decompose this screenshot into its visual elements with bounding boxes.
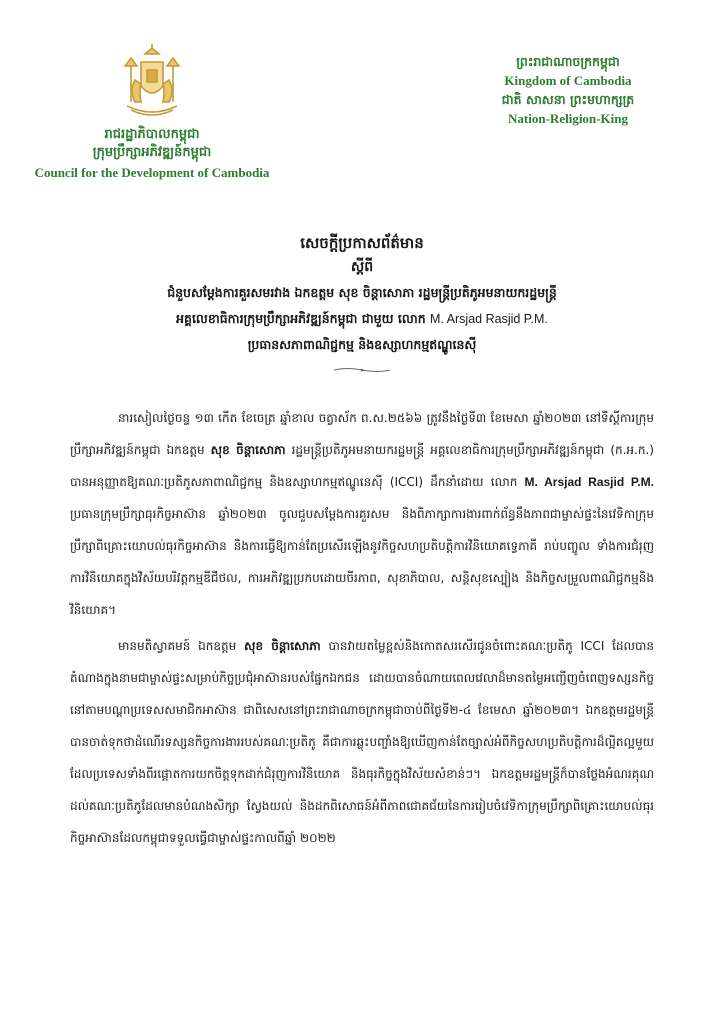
document-title: [60, 232, 664, 374]
government-name-km: រាជរដ្ឋាភិបាលកម្ពុជា: [104, 127, 200, 142]
p2-text-a: មានមតិស្វាគមន៍ ឯកឧត្តម: [118, 639, 237, 653]
kingdom-name-en: Kingdom of Cambodia: [504, 73, 632, 88]
p1-text-c: ប្រធានក្រុមប្រឹក្សាធុរកិច្ចអាស៊ាន ឆ្នាំ២០២៣ ចូលជួបសម្តែងការគួរសម និងពិភាក្សាការងារពាក់ព័ន្ធនឹងភាពជាម្ចាស់ផ្ទះនៃវេទិកាក្រុមប្រឹក្សាពិគ្រោះយោបល់ធុរកិច្ចអាស៊ាន និងការធ្វើឱ្យកាន់តែប្រសើរឡើងនូវកិច្ចសហប្រតិបត្តិការវិនិយោគទ្វេភាគី រាប់បញ្ចូល ទាំងការជំរុញការវិនិយោគក្នុងវិស័យបរិវត្តកម្មឌីជីថល, ការអភិវឌ្ឍប្រកបដោយចីរភាព, សុខាភិបាល, សន្តិសុខស្បៀង និងកិច្ចសម្រួលពាណិជ្ជកម្មនិងវិនិយោគ។: [70, 507, 654, 617]
title-subject-line-3: ប្រធានសភាពាណិជ្ជកម្ម និងឧស្សាហកម្មឥណ្ឌូនេស៊ី: [247, 337, 477, 352]
council-header: [22, 40, 282, 182]
p2-text-b: បានវាយតម្លៃខ្ពស់និងកោតសរសើរជូនចំពោះគណៈប្រតិភូ ICCI ដែលបានតំណាងក្នុងនាមជាម្ចាស់ផ្ទះសម្រាប់កិច្ចប្រជុំអាស៊ានរបស់ផ្នែកឯកជន ដោយបានចំណាយពេលវេលាដ៏មានតម្លៃអញ្ជើញចំពេញទស្សនកិច្ចនៅតាមបណ្តាប្រទេសសមាជិកអាស៊ាន ជាពិសេសនៅព្រះរាជាណាចក្រកម្ពុជាចាប់ពីថ្ងៃទី២-៤ ខែមេសា ឆ្នាំ២០២៣។ ឯកឧត្តមរដ្ឋមន្ត្រីបានចាត់ទុកថាដំណើរទស្សនកិច្ចការងាររបស់គណៈប្រតិភូ គឺជាការឆ្លុះបញ្ចាំងឱ្យឃើញកាន់តែច្បាស់អំពីកិច្ចសហប្រតិបត្តិការដ៏ល្អិតល្អមួយដែលប្រទេសទាំងពីរផ្តោតការយកចិត្តទុកដាក់ជំរុញការវិនិយោគ និងធុរកិច្ចក្នុងវិស័យសំខាន់ៗ។ ឯកឧត្តមរដ្ឋមន្ត្រីក៏បានថ្លែងអំណរគុណដល់គណៈប្រតិភូដែលមានបំណងសិក្សា ស្វែងយល់ និងដកពិសោធន៍អំពីភាពជោគជ័យនៃការរៀបចំវេទិកាក្រុមប្រឹក្សាពិគ្រោះយោបល់ធុរកិច្ចអាស៊ានដែលកម្ពុជាទទួលធ្វើជាម្ចាស់ផ្ទះកាលពីឆ្នាំ ២០២២: [70, 639, 655, 845]
p1-text-b: រដ្ឋមន្ត្រីប្រតិភូអមនាយករដ្ឋមន្ត្រី អគ្គលេខាធិការក្រុមប្រឹក្សាអភិវឌ្ឍន៍កម្ពុជា (ក.អ.ក.) បានអនុញ្ញាតឱ្យគណៈប្រតិភូសភាពាណិជ្ជកម្ម និងឧស្សាហកម្មឥណ្ឌូនេស៊ី (ICCI) ដឹកនាំដោយ លោក: [70, 443, 654, 489]
body-paragraph-2: [70, 630, 654, 854]
body-paragraph-1: [70, 402, 654, 626]
ornament-divider: [332, 366, 392, 374]
motto-km: ជាតិ សាសនា ព្រះមហាក្សត្រ: [501, 92, 635, 107]
title-subject-km: អគ្គលេខាធិការក្រុមប្រឹក្សាអភិវឌ្ឍន៍កម្ពុជា ជាមួយ លោក: [176, 311, 426, 326]
p2-minister-name: សុខ ចិន្ដាសោភា: [244, 639, 321, 653]
royal-coat-of-arms-icon: [117, 40, 187, 120]
kingdom-header: [478, 52, 658, 128]
title-guest-name: M. Arsjad Rasjid P.M.: [430, 312, 548, 326]
p1-guest-name: M. Arsjad Rasjid P.M.: [524, 475, 654, 489]
title-press-release: សេចក្តីប្រកាសព័ត៌មាន: [300, 234, 424, 252]
title-subject-line-1: ជំនួបសម្តែងការគួរសមរវាង ឯកឧត្តម សុខ ចិន្ដាសោភា រដ្ឋមន្ត្រីប្រតិភូអមនាយករដ្ឋមន្ត្រី: [167, 285, 557, 300]
document-body: [70, 402, 654, 854]
p1-minister-name: សុខ ចិន្ដាសោភា: [210, 443, 286, 457]
motto-en: Nation-Religion-King: [508, 111, 628, 126]
title-subject-line-2: [60, 306, 664, 332]
council-name-en: Council for the Development of Cambodia: [34, 165, 270, 180]
kingdom-name-km: ព្រះរាជាណាចក្រកម្ពុជា: [516, 54, 620, 69]
title-regarding: ស្តីពី: [350, 259, 374, 275]
p1-text-a: នារសៀលថ្ងៃចន្ទ ១៣ កើត ខែចេត្រ ឆ្នាំខាល ចត្វាស័ក ព.ស.២៥៦៦ ត្រូវនឹងថ្ងៃទី៣ ខែមេសា ឆ្នាំ២០២៣ នៅទីស្តីការក្រុមប្រឹក្សាអភិវឌ្ឍន៍កម្ពុជា ឯកឧត្តម: [70, 411, 654, 457]
council-name-km: ក្រុមប្រឹក្សាអភិវឌ្ឍន៍កម្ពុជា: [92, 145, 212, 160]
